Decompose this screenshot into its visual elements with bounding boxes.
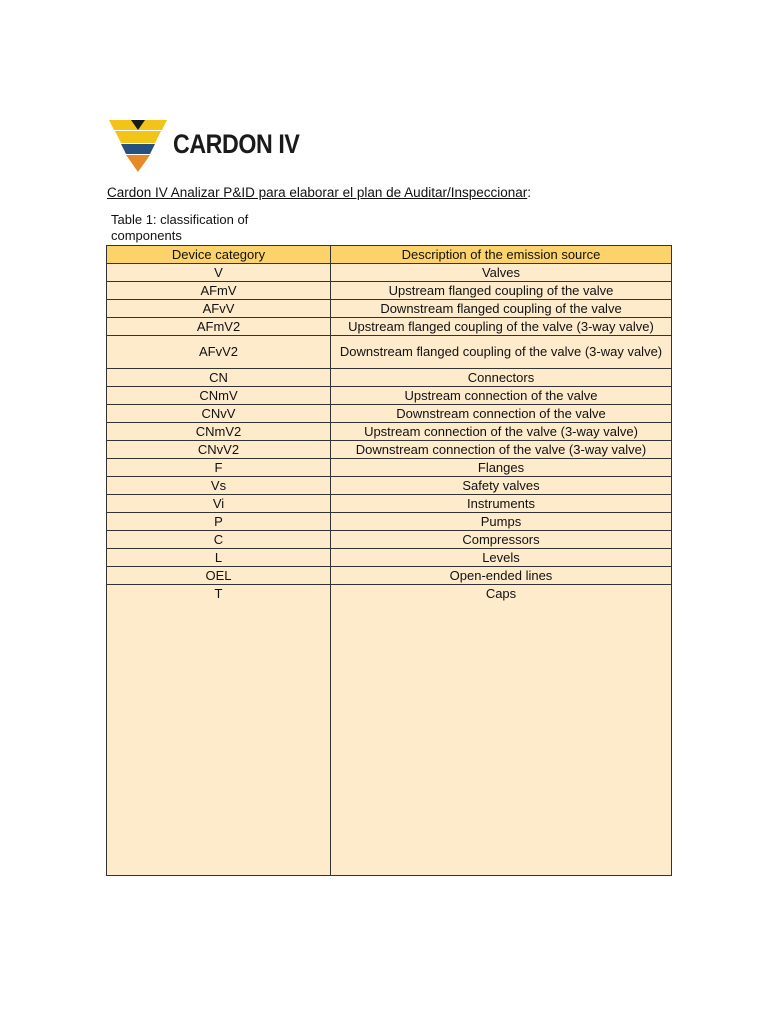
header-description: Description of the emission source <box>331 246 672 264</box>
table-row <box>107 300 672 318</box>
description-cell: Upstream flanged coupling of the valve <box>331 282 672 300</box>
heading-text: Cardon IV Analizar P&ID para elaborar el plan de Auditar/Inspeccionar <box>107 185 528 200</box>
device-category-cell: CN <box>107 369 331 387</box>
device-category-cell: AFvV <box>107 300 331 318</box>
table-caption: Table 1: classification of components <box>111 212 249 243</box>
logo-text: CARDON IV <box>173 129 300 159</box>
table-row <box>107 264 672 282</box>
table-row <box>107 513 672 531</box>
table-row <box>107 423 672 441</box>
device-category-cell: AFmV2 <box>107 318 331 336</box>
description-cell: Downstream connection of the valve (3-way valve) <box>331 441 672 459</box>
device-category-cell: CNmV <box>107 387 331 405</box>
table-row <box>107 495 672 513</box>
device-category-cell: Vs <box>107 477 331 495</box>
table-row <box>107 441 672 459</box>
description-cell: Caps <box>331 585 672 603</box>
description-cell: Flanges <box>331 459 672 477</box>
table-row <box>107 459 672 477</box>
device-category-cell: AFmV <box>107 282 331 300</box>
table-row <box>107 282 672 300</box>
description-cell: Downstream flanged coupling of the valve (3-way valve) <box>331 336 672 369</box>
device-category-cell: V <box>107 264 331 282</box>
components-table <box>106 245 672 876</box>
table-row <box>107 531 672 549</box>
logo-emblem-icon <box>107 118 169 174</box>
table-row <box>107 369 672 387</box>
device-category-cell: C <box>107 531 331 549</box>
cardon-iv-logo <box>107 118 300 174</box>
table-empty-area <box>107 602 672 876</box>
description-cell: Open-ended lines <box>331 567 672 585</box>
description-cell: Upstream flanged coupling of the valve (3-way valve) <box>331 318 672 336</box>
device-category-cell: F <box>107 459 331 477</box>
device-category-cell: Vi <box>107 495 331 513</box>
empty-cell <box>331 602 672 876</box>
page-heading <box>107 185 531 200</box>
device-category-cell: CNvV2 <box>107 441 331 459</box>
table-row <box>107 336 672 369</box>
table-row <box>107 567 672 585</box>
description-cell: Downstream connection of the valve <box>331 405 672 423</box>
table-row <box>107 387 672 405</box>
heading-suffix: : <box>527 185 532 200</box>
device-category-cell: P <box>107 513 331 531</box>
description-cell: Valves <box>331 264 672 282</box>
description-cell: Levels <box>331 549 672 567</box>
description-cell: Upstream connection of the valve <box>331 387 672 405</box>
table-row <box>107 585 672 603</box>
device-category-cell: T <box>107 585 331 603</box>
description-cell: Safety valves <box>331 477 672 495</box>
device-category-cell: AFvV2 <box>107 336 331 369</box>
header-device-category: Device category <box>107 246 331 264</box>
device-category-cell: L <box>107 549 331 567</box>
table-row <box>107 318 672 336</box>
device-category-cell: CNmV2 <box>107 423 331 441</box>
description-cell: Pumps <box>331 513 672 531</box>
description-cell: Instruments <box>331 495 672 513</box>
description-cell: Compressors <box>331 531 672 549</box>
description-cell: Upstream connection of the valve (3-way valve) <box>331 423 672 441</box>
description-cell: Downstream flanged coupling of the valve <box>331 300 672 318</box>
table-row <box>107 405 672 423</box>
table-header-row <box>107 246 672 264</box>
table-row <box>107 549 672 567</box>
device-category-cell: OEL <box>107 567 331 585</box>
table-row <box>107 477 672 495</box>
description-cell: Connectors <box>331 369 672 387</box>
empty-cell <box>107 602 331 876</box>
device-category-cell: CNvV <box>107 405 331 423</box>
